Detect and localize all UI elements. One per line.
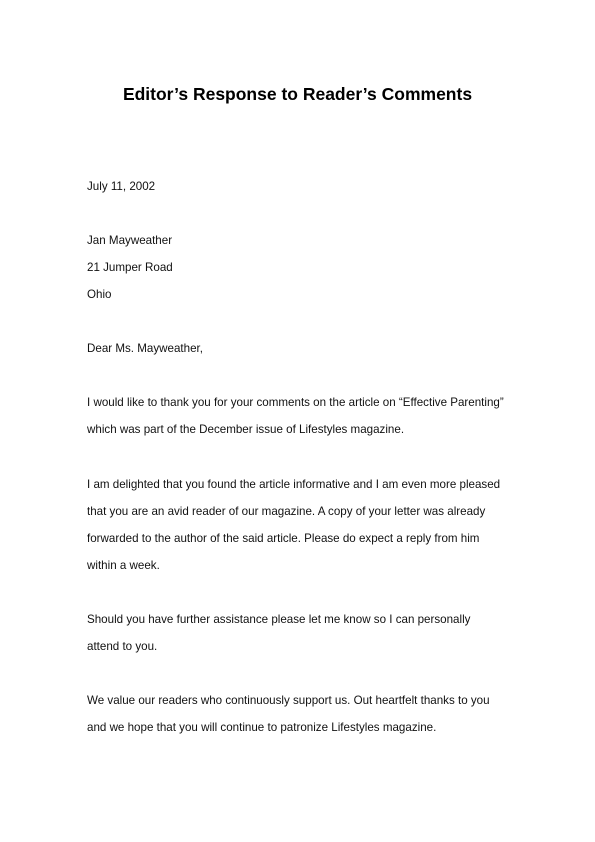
paragraph-closing [87,687,527,741]
letter-date [87,173,527,200]
recipient-state: Ohio [87,288,112,301]
salutation-line: Dear Ms. Mayweather, [87,342,203,355]
paragraph-line: forwarded to the author of the said article. Please do expect a reply from him [87,532,480,545]
paragraph-line: Should you have further assistance please let me know so I can personally [87,613,471,626]
recipient-name: Jan Mayweather [87,234,173,247]
recipient-address [87,227,527,308]
paragraph-assistance [87,606,527,660]
date-line: July 11, 2002 [87,180,156,193]
paragraph-line: attend to you. [87,640,158,653]
paragraph-line: within a week. [87,559,160,572]
paragraph-line: and we hope that you will continue to patronize Lifestyles magazine. [87,721,437,734]
paragraph-line: We value our readers who continuously support us. Out heartfelt thanks to you [87,694,490,707]
paragraph-thanks [87,389,527,443]
paragraph-line: which was part of the December issue of Lifestyles magazine. [87,423,405,436]
recipient-street: 21 Jumper Road [87,261,173,274]
salutation [87,335,527,362]
document-title: Editor’s Response to Reader’s Comments [122,84,473,104]
paragraph-line: I would like to thank you for your comments on the article on “Effective Parenting” [87,396,504,409]
paragraph-delighted [87,471,527,579]
paragraph-line: I am delighted that you found the article informative and I am even more pleased [87,478,501,491]
paragraph-line: that you are an avid reader of our magazine. A copy of your letter was already [87,505,486,518]
